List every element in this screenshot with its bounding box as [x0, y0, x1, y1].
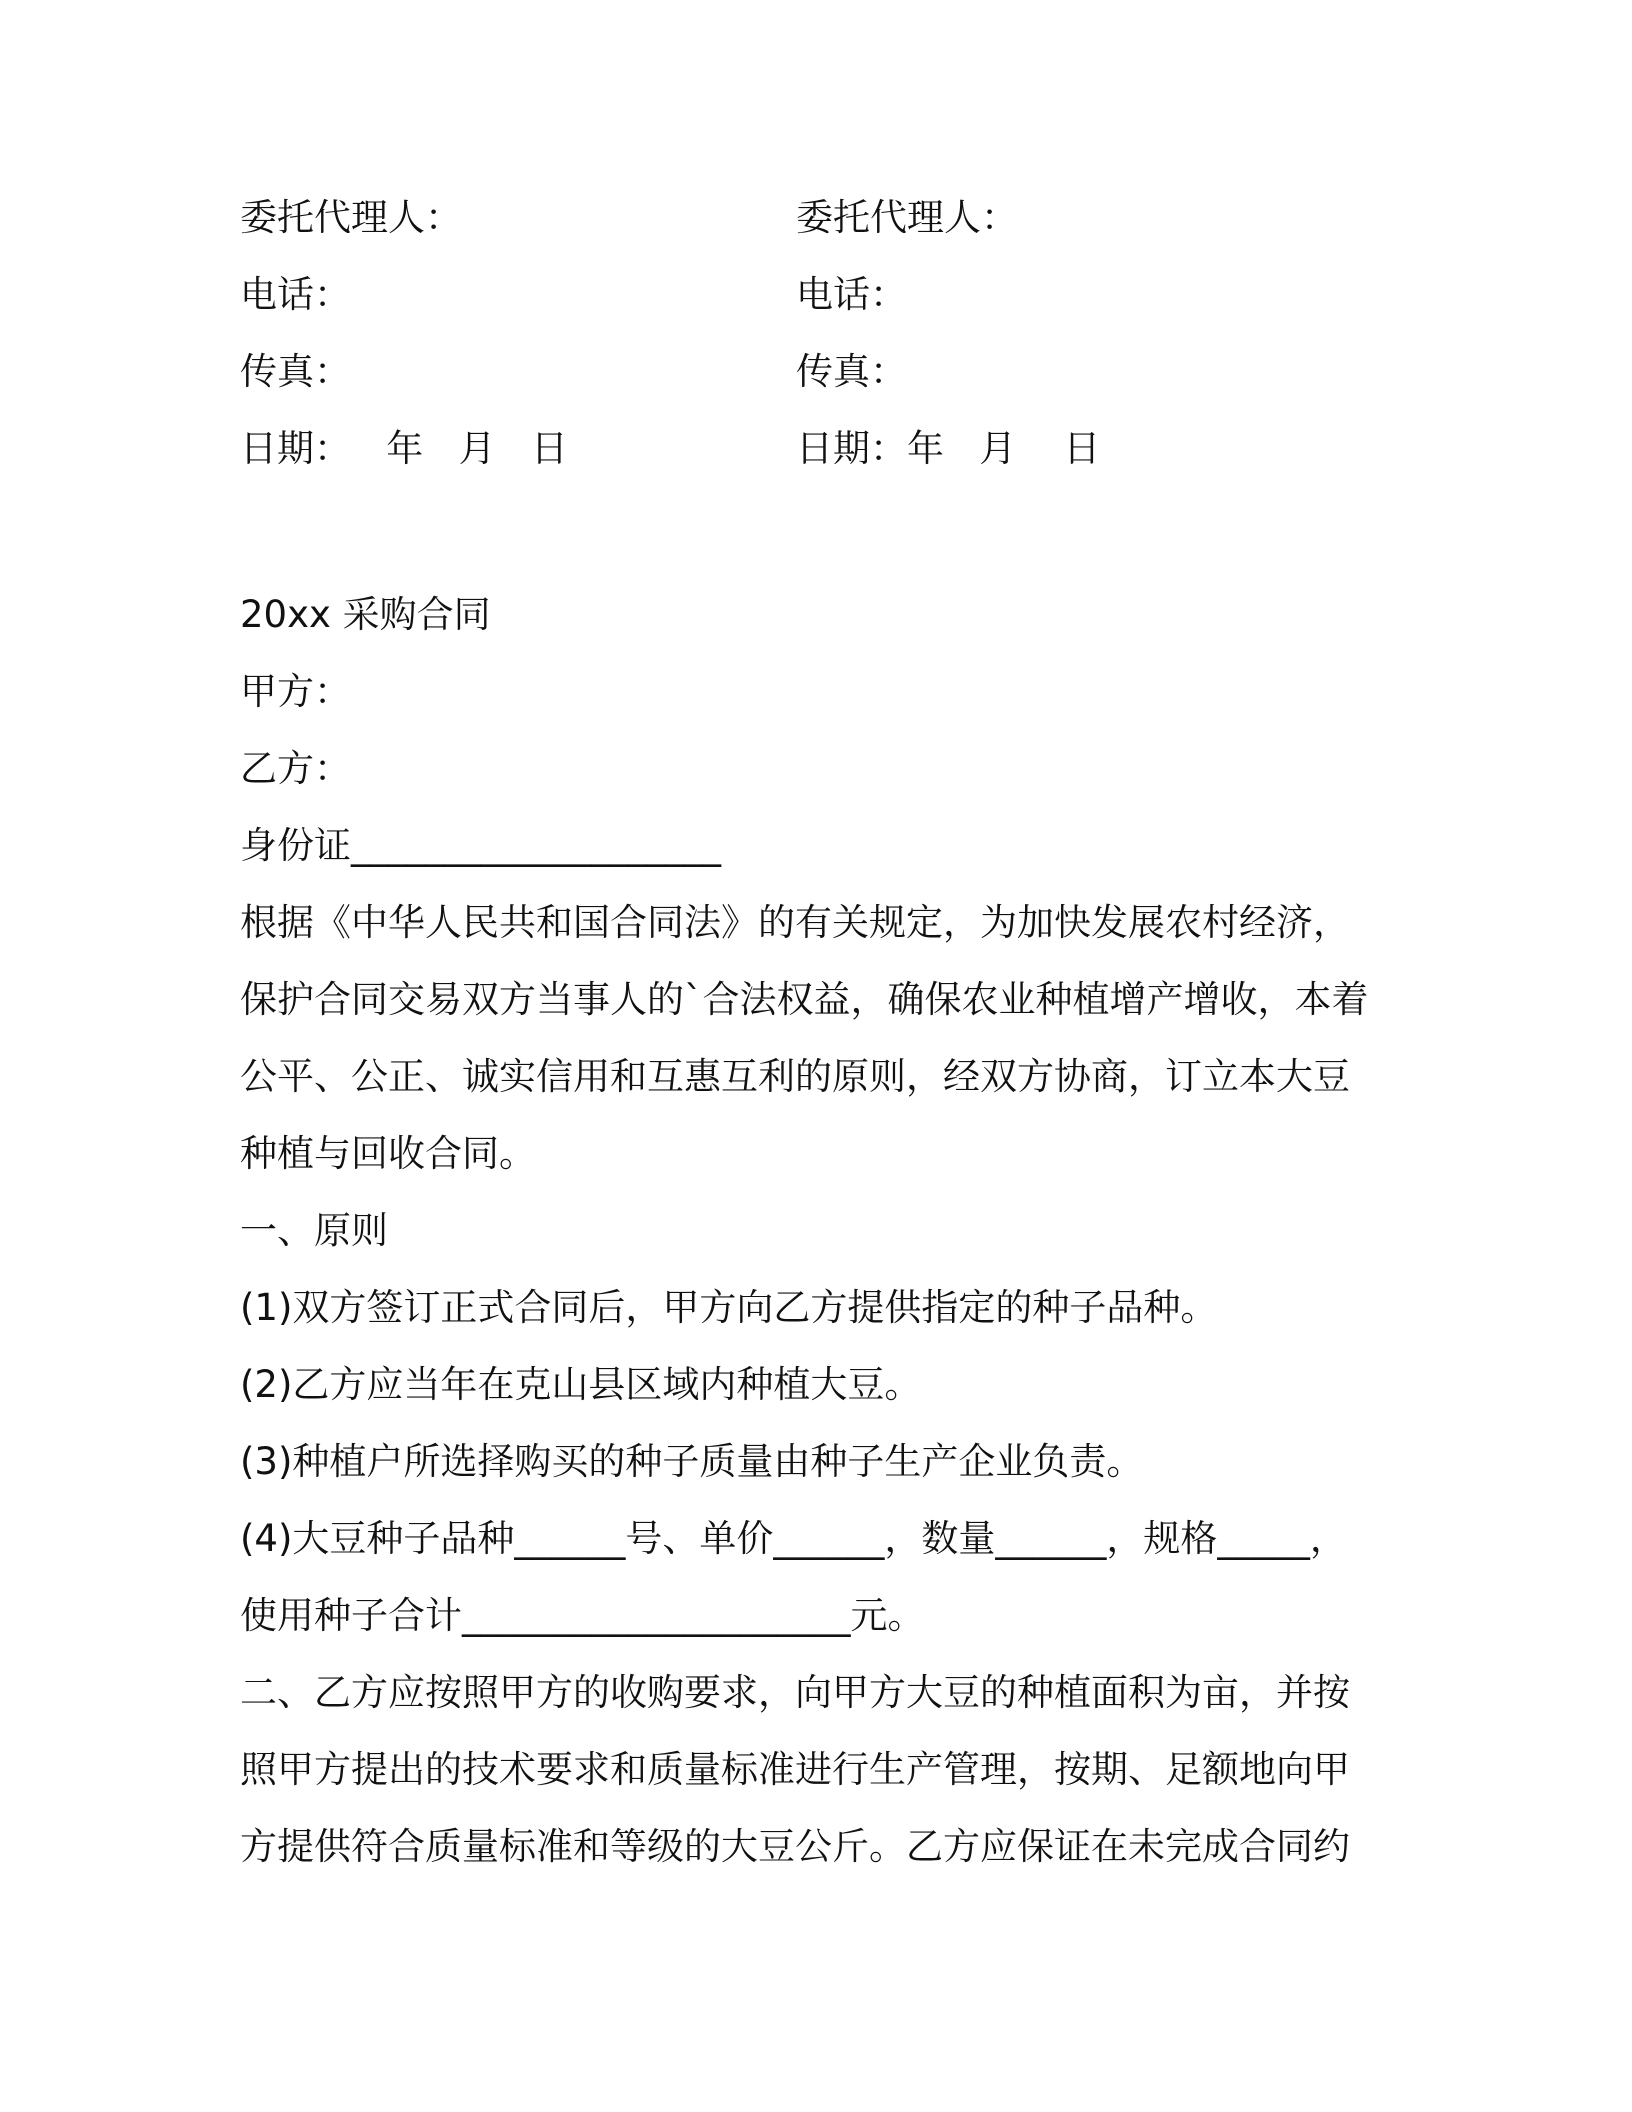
signature-row-phone	[240, 269, 1400, 346]
party-a-phone-label: 电话：	[240, 273, 351, 316]
preamble-line: 公平、公正、诚实信用和互惠互利的原则，经双方协商，订立本大豆	[240, 1055, 1350, 1098]
party-a-line: 甲方：	[240, 670, 351, 713]
section-2-line: 照甲方提出的技术要求和质量标准进行生产管理，按期、足额地向甲	[240, 1748, 1350, 1791]
section-1-heading: 一、原则	[240, 1209, 388, 1252]
party-b-date-label: 日期：年 月 日	[796, 427, 1101, 470]
section-1-item: (2)乙方应当年在克山县区域内种植大豆。	[240, 1363, 922, 1406]
contract-title: 20xx 采购合同	[240, 593, 491, 636]
signature-row-date	[240, 423, 1400, 500]
preamble-line: 种植与回收合同。	[240, 1132, 536, 1175]
party-b-phone-label: 电话：	[796, 273, 907, 316]
party-a-date-label: 日期： 年 月 日	[240, 427, 568, 470]
section-1-item: 使用种子合计_____________________元。	[240, 1594, 925, 1637]
party-a-fax-label: 传真：	[240, 350, 351, 393]
section-1-item: (3)种植户所选择购买的种子质量由种子生产企业负责。	[240, 1440, 1144, 1483]
contract-body	[240, 576, 1400, 1885]
party-a-agent-label: 委托代理人：	[240, 196, 462, 239]
party-b-line: 乙方：	[240, 747, 351, 790]
section-2-line: 二、乙方应按照甲方的收购要求，向甲方大豆的种植面积为亩，并按	[240, 1671, 1350, 1714]
id-card-line: 身份证____________________	[240, 824, 721, 867]
signature-block	[240, 192, 1400, 500]
signature-row-agent	[240, 192, 1400, 269]
preamble-line: 根据《中华人民共和国合同法》的有关规定，为加快发展农村经济，	[240, 901, 1350, 944]
party-b-agent-label: 委托代理人：	[796, 196, 1018, 239]
section-1-item: (4)大豆种子品种______号、单价______，数量______，规格_____，	[240, 1517, 1347, 1560]
signature-row-fax	[240, 346, 1400, 423]
section-1-item: (1)双方签订正式合同后，甲方向乙方提供指定的种子品种。	[240, 1286, 1218, 1329]
party-b-fax-label: 传真：	[796, 350, 907, 393]
section-2-line: 方提供符合质量标准和等级的大豆公斤。乙方应保证在未完成合同约	[240, 1825, 1350, 1868]
preamble-line: 保护合同交易双方当事人的`合法权益，确保农业种植增产增收，本着	[240, 978, 1369, 1021]
